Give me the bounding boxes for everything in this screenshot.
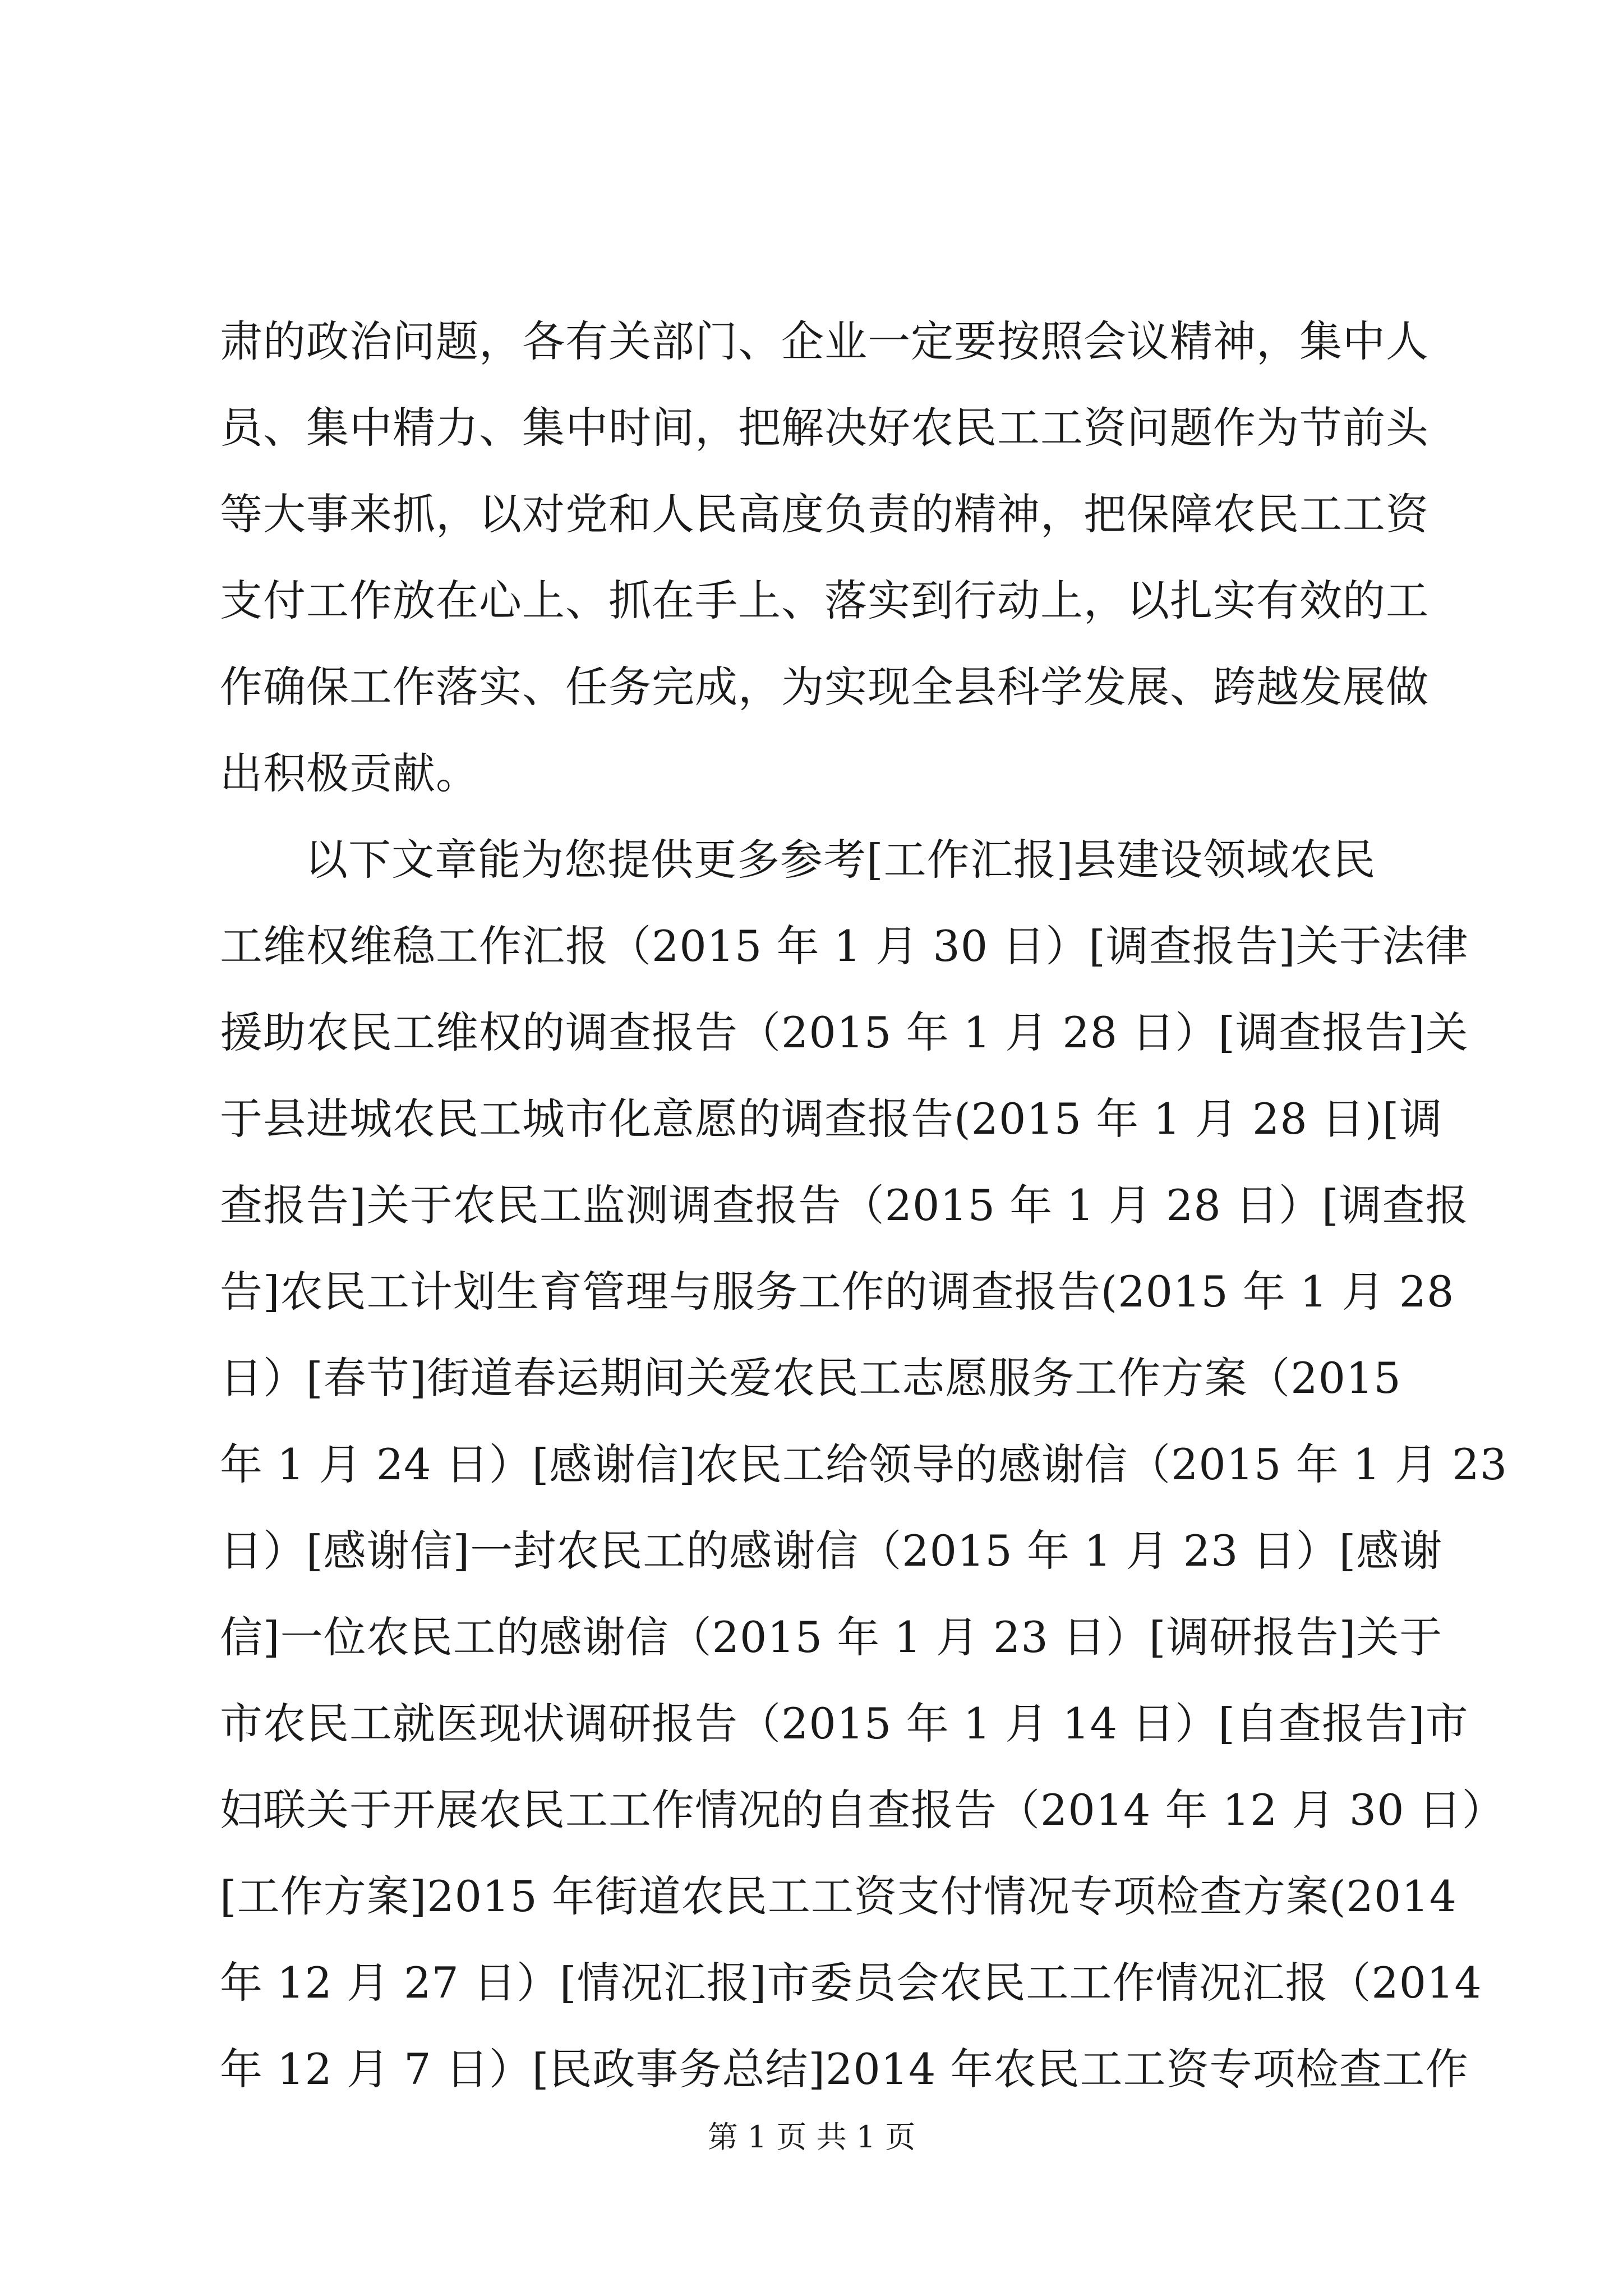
paragraph-2-line: 日）[春节]街道春运期间关爱农民工志愿服务工作方案（2015 [220, 1353, 1401, 1403]
paragraph-1-line: 等大事来抓，以对党和人民高度负责的精神，把保障农民工工资 [220, 489, 1429, 539]
paragraph-2-line: 日）[感谢信]一封农民工的感谢信（2015 年 1 月 23 日）[感谢 [220, 1526, 1443, 1576]
paragraph-1-line: 员、集中精力、集中时间，把解决好农民工工资问题作为节前头 [220, 403, 1429, 453]
paragraph-2-line: [工作方案]2015 年街道农民工工资支付情况专项检查方案(2014 [220, 1871, 1457, 1921]
paragraph-2-line: 工维权维稳工作汇报（2015 年 1 月 30 日）[调查报告]关于法律 [220, 921, 1469, 971]
paragraph-1-line: 作确保工作落实、任务完成，为实现全县科学发展、跨越发展做 [220, 662, 1429, 712]
paragraph-2-line: 以下文章能为您提供更多参考[工作汇报]县建设领域农民 [305, 835, 1376, 885]
paragraph-2-line: 妇联关于开展农民工工作情况的自查报告（2014 年 12 月 30 日） [220, 1785, 1505, 1835]
paragraph-2-line: 年 12 月 27 日）[情况汇报]市委员会农民工工作情况汇报（2014 [220, 1958, 1482, 2008]
paragraph-2-line: 市农民工就医现状调研报告（2015 年 1 月 14 日）[自查报告]市 [220, 1699, 1469, 1749]
paragraph-2-line: 告]农民工计划生育管理与服务工作的调查报告(2015 年 1 月 28 [220, 1267, 1455, 1317]
page-footer: 第 1 页 共 1 页 [707, 2119, 916, 2155]
paragraph-1-line: 肃的政治问题，各有关部门、企业一定要按照会议精神，集中人 [220, 316, 1429, 366]
paragraph-2-line: 于县进城农民工城市化意愿的调查报告(2015 年 1 月 28 日)[调 [220, 1094, 1443, 1144]
paragraph-1-line: 支付工作放在心上、抓在手上、落实到行动上，以扎实有效的工 [220, 576, 1429, 625]
paragraph-2-line: 年 1 月 24 日）[感谢信]农民工给领导的感谢信（2015 年 1 月 23 [220, 1439, 1508, 1489]
paragraph-2-line: 年 12 月 7 日）[民政事务总结]2014 年农民工工资专项检查工作 [220, 2044, 1469, 2094]
paragraph-1-line: 出积极贡献。 [220, 748, 479, 798]
paragraph-2-line: 查报告]关于农民工监测调查报告（2015 年 1 月 28 日）[调查报 [220, 1180, 1469, 1230]
paragraph-2-line: 信]一位农民工的感谢信（2015 年 1 月 23 日）[调研报告]关于 [220, 1612, 1443, 1662]
paragraph-2-line: 援助农民工维权的调查报告（2015 年 1 月 28 日）[调查报告]关 [220, 1007, 1469, 1057]
